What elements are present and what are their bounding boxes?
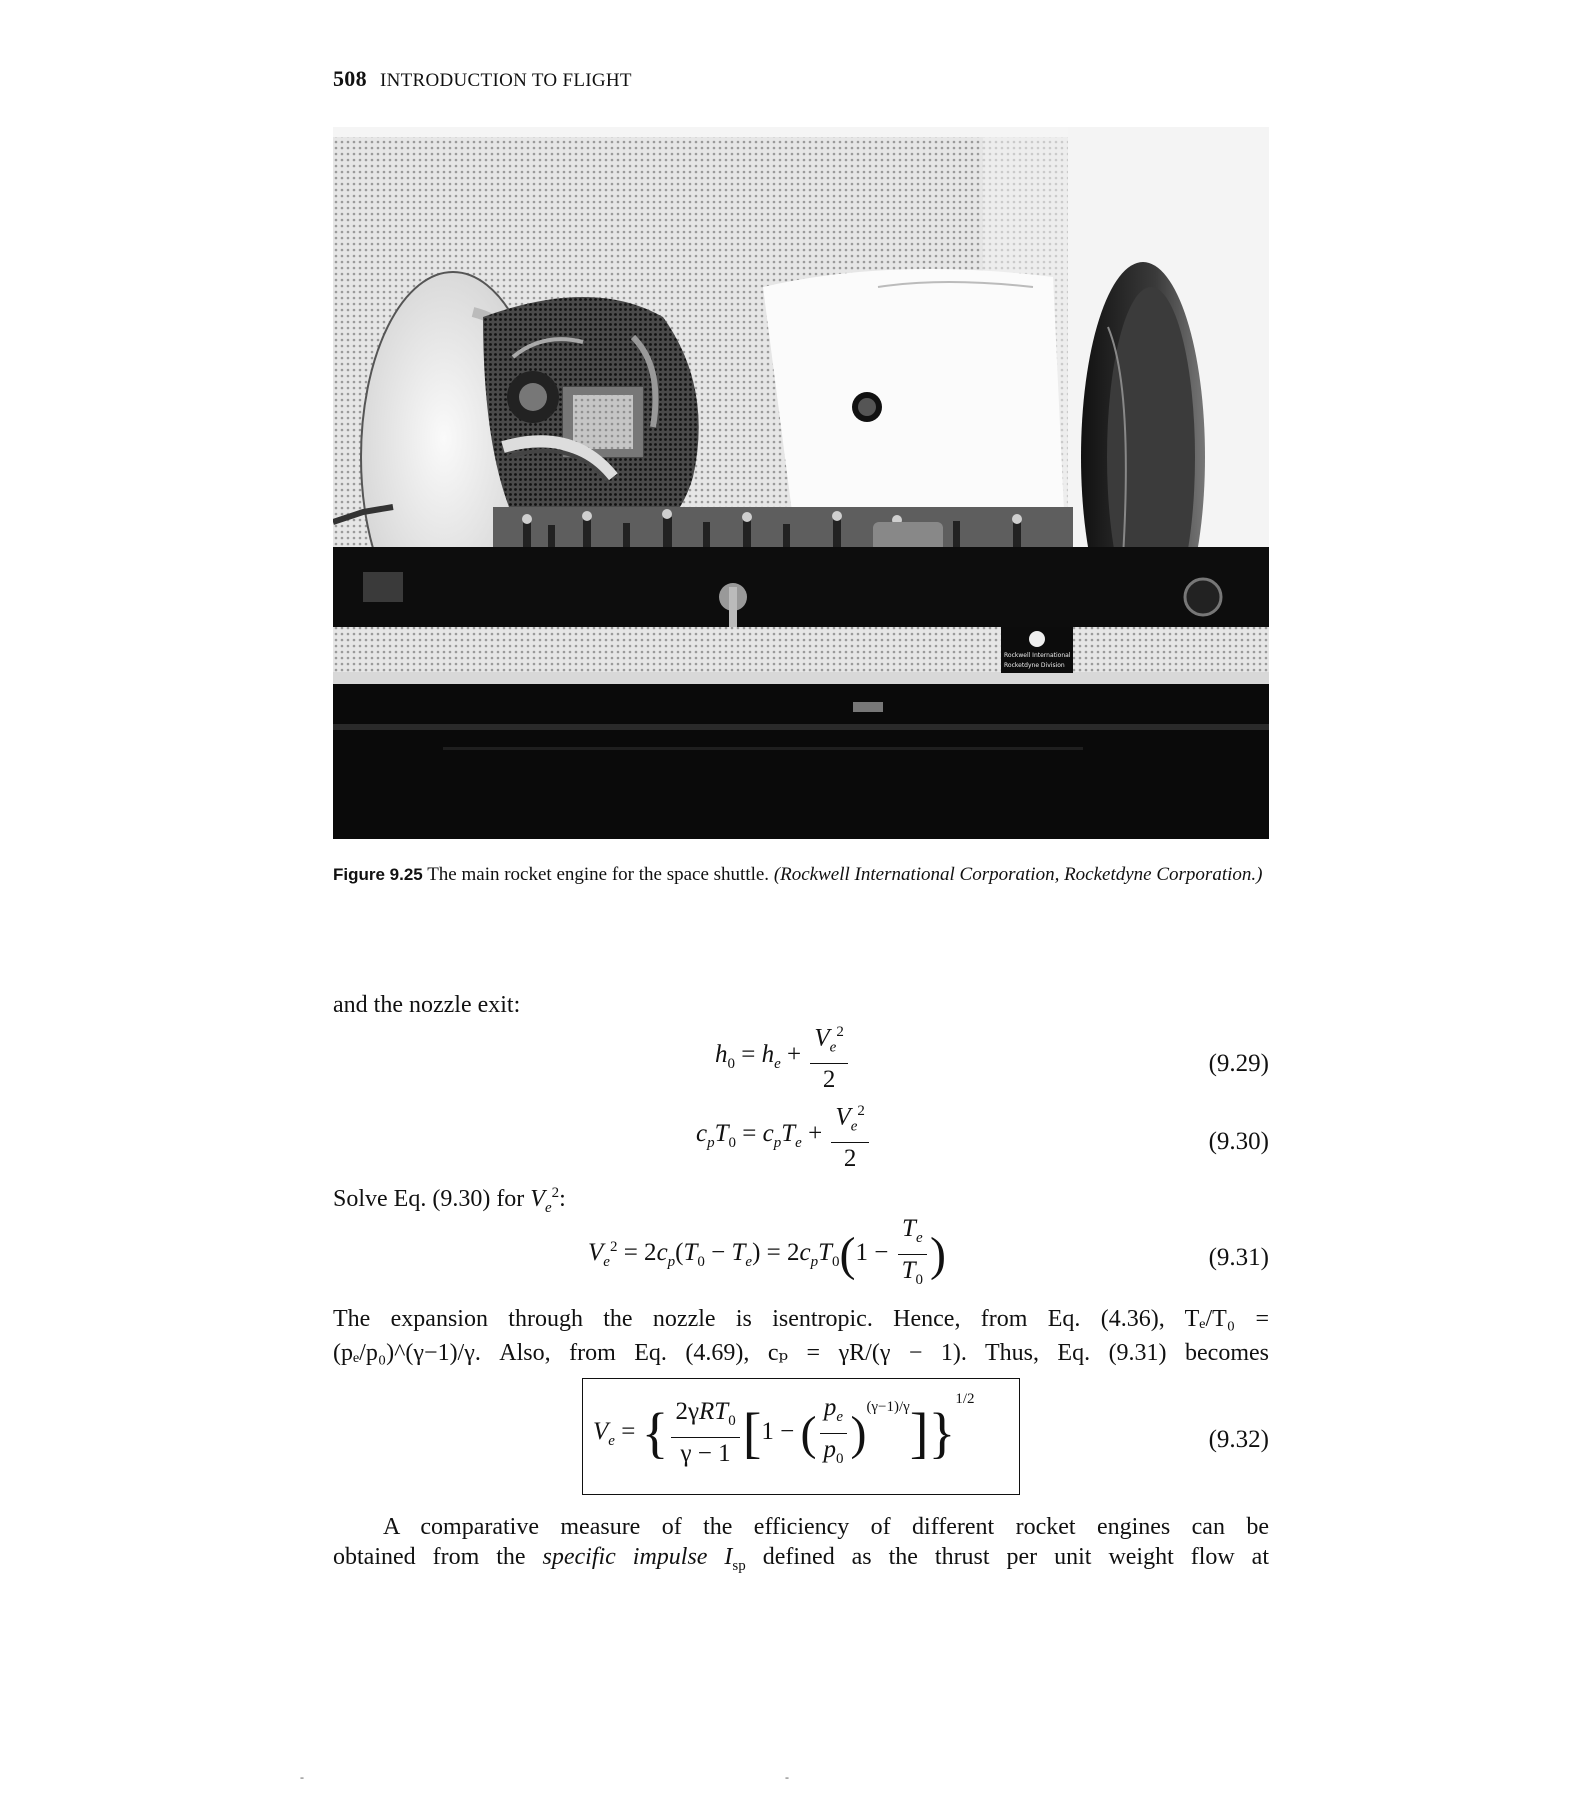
equation-number-9-30: (9.30): [1208, 1128, 1269, 1155]
final-text-a: obtained from the: [333, 1544, 543, 1570]
expansion-line-1: The expansion through the nozzle is isentropic. Hence, from Eq. (4.36), Tₑ/T₀ =: [333, 1306, 1269, 1332]
equation-number-9-29: (9.29): [1208, 1050, 1269, 1077]
figure-caption: [333, 862, 1269, 887]
solve-line: Solve Eq. (9.30) for $V_e^2$:: [333, 1185, 566, 1216]
equation-number-9-32: (9.32): [1208, 1426, 1269, 1453]
equation-9-32-box: [582, 1378, 1020, 1495]
running-head: [333, 66, 632, 92]
equation-9-30: $c_pT_0 = c_pT_e$ + $\frac{V_e^2}{2}$: [696, 1097, 872, 1173]
final-paragraph-line-1: A comparative measure of the efficiency of different rocket engines can be: [383, 1514, 1269, 1540]
equation-9-31: $V_e^2 = 2c_p(T_0 - T_e) = 2c_pT_0(1$ − $\frac{T_e}{T_0}$ ): [588, 1215, 947, 1288]
scan-speck: -: [785, 1770, 789, 1784]
solve-text: Solve Eq. (9.30) for: [333, 1186, 531, 1212]
intro-text: and the nozzle exit:: [333, 992, 521, 1018]
figure-label: Figure 9.25: [333, 865, 423, 884]
photo-sign-line1: Rockwell International: [1004, 652, 1071, 659]
expansion-line-2: (pₑ/p₀)^(γ−1)/γ. Also, from Eq. (4.69), cₚ = γR/(γ − 1). Thus, Eq. (9.31) becomes: [333, 1340, 1269, 1366]
specific-impulse-term: specific impulse: [542, 1544, 708, 1570]
equation-number-9-31: (9.31): [1208, 1244, 1269, 1271]
equation-9-32: $V_e$ = { $\frac{2\gamma RT_0}{\gamma - 1}$ [1 − ( $\frac{p_e}{p_0}$ )$^{(\gamma-1)/\gamma}$]}$^{1/2}$: [593, 1391, 975, 1468]
final-paragraph-line-2: obtained from the specific impulse $I_{sp}$ defined as the thrust per unit weight flow at: [333, 1544, 1270, 1574]
figure-caption-text: The main rocket engine for the space shuttle.: [427, 864, 770, 885]
photo-sign-line2: Rocketdyne Division: [1004, 662, 1065, 669]
scan-speck: -: [300, 1770, 304, 1784]
running-title: INTRODUCTION TO FLIGHT: [379, 70, 632, 91]
final-text-b: defined as the thrust per unit weight flow at: [745, 1544, 1270, 1570]
page-number: 508: [333, 66, 367, 91]
engine-photo: [333, 127, 1269, 839]
equation-9-29: $h_0 = h_e$ + $\frac{V_e^2}{2}$: [715, 1018, 851, 1094]
figure-credit: (Rockwell International Corporation, Rocketdyne Corporation.): [773, 864, 1263, 885]
